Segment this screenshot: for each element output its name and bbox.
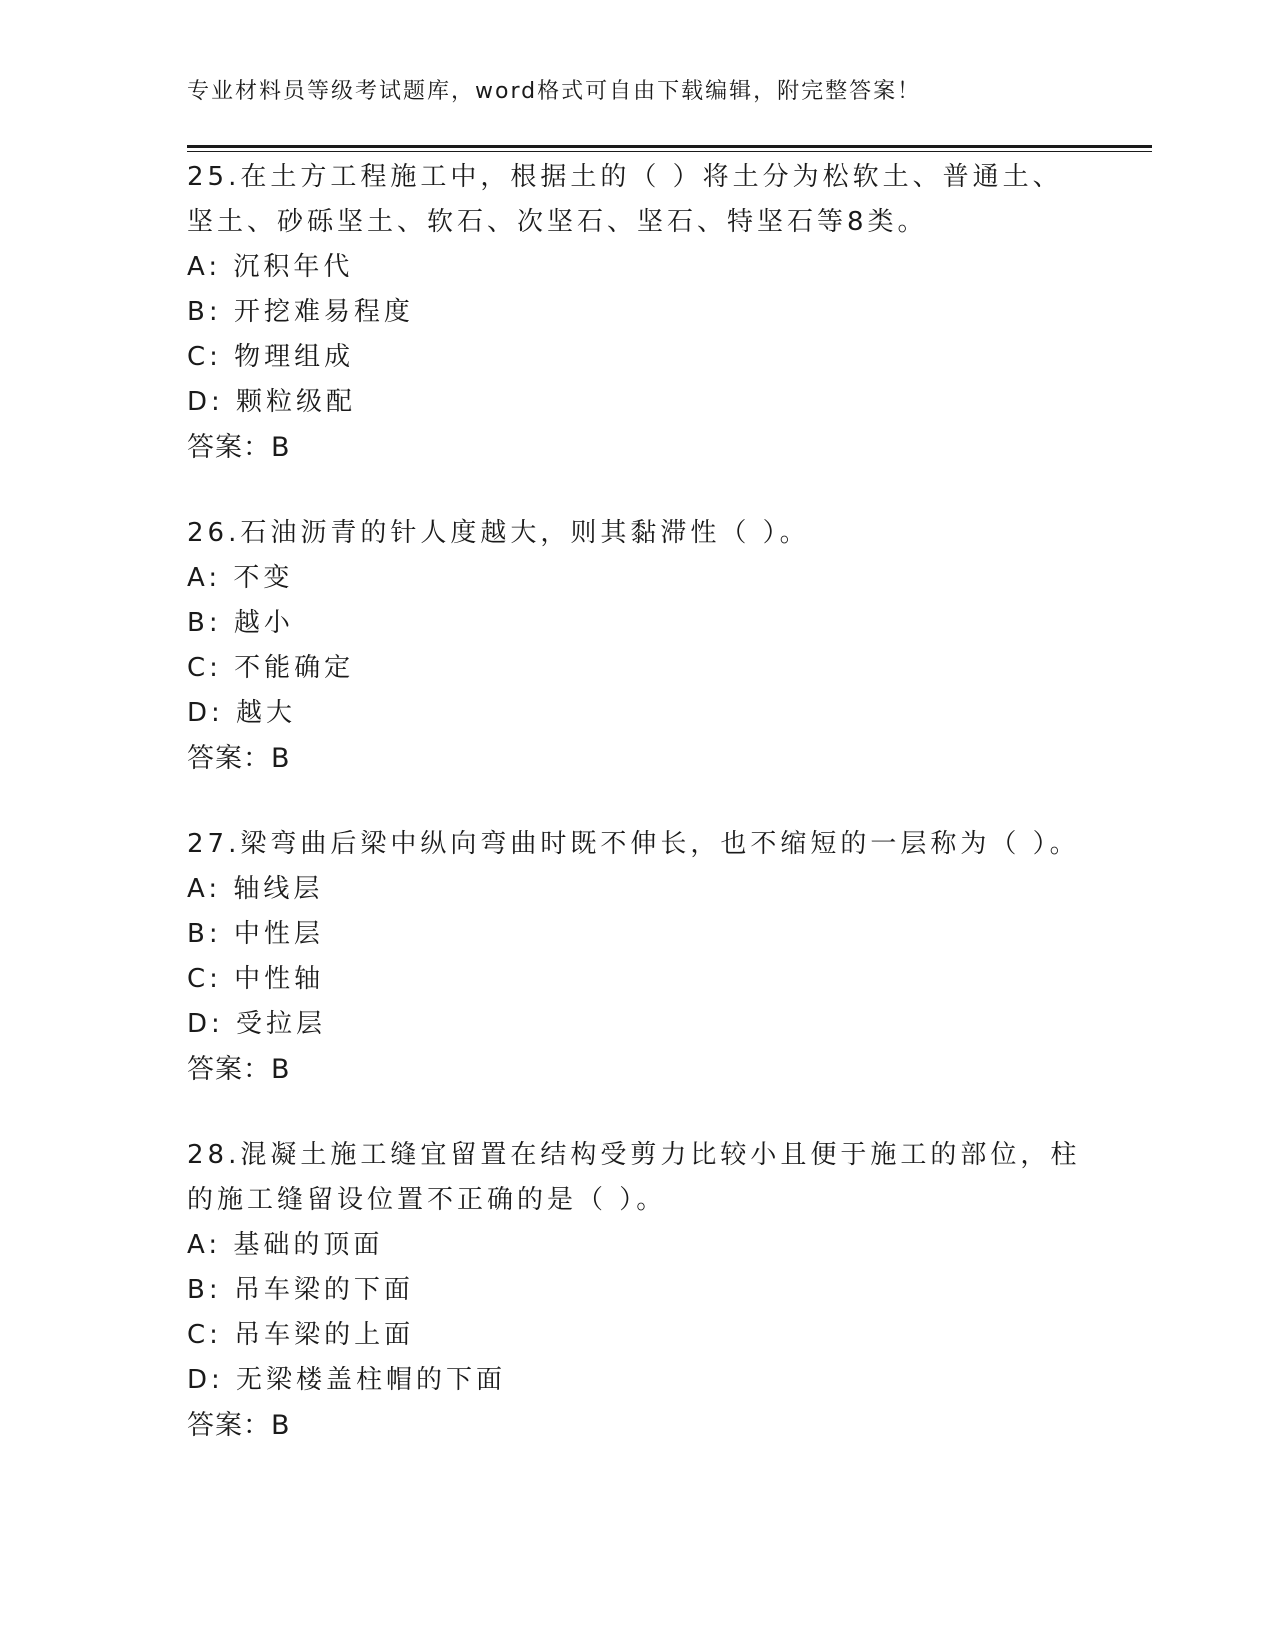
- option-d: D: 受拉层: [187, 1009, 327, 1039]
- answer-line: 答案：B: [187, 743, 291, 774]
- option-c: C: 中性轴: [187, 964, 325, 994]
- option-a: A: 轴线层: [187, 874, 324, 904]
- question-list: [187, 155, 1087, 1489]
- option-c: C: 物理组成: [187, 342, 355, 372]
- question-26: [187, 511, 1087, 781]
- option-c: C: 吊车梁的上面: [187, 1320, 415, 1350]
- option-b: B: 越小: [187, 608, 294, 638]
- option-a: A: 沉积年代: [187, 252, 354, 282]
- option-a: A: 不变: [187, 563, 294, 593]
- answer-line: 答案：B: [187, 1410, 291, 1441]
- option-d: D: 颗粒级配: [187, 387, 357, 417]
- option-b: B: 开挖难易程度: [187, 297, 414, 327]
- question-stem: 28.混凝土施工缝宜留置在结构受剪力比较小且便于施工的部位，柱的施工缝留设位置不正确的是（ ）。: [187, 1140, 1081, 1215]
- question-25: [187, 155, 1087, 470]
- option-b: B: 中性层: [187, 919, 324, 949]
- page-header: 专业材料员等级考试题库，word格式可自由下载编辑，附完整答案！: [187, 79, 922, 104]
- question-stem: 25.在土方工程施工中，根据土的（ ）将土分为松软土、普通土、坚土、砂砾坚土、软石、次坚石、坚石、特坚石等8类。: [187, 162, 1063, 237]
- answer-line: 答案：B: [187, 432, 291, 463]
- option-c: C: 不能确定: [187, 653, 355, 683]
- question-stem: 27.梁弯曲后梁中纵向弯曲时既不伸长，也不缩短的一层称为（ ）。: [187, 829, 1080, 859]
- answer-line: 答案：B: [187, 1054, 291, 1085]
- header-divider-thick: [187, 145, 1152, 148]
- option-a: A: 基础的顶面: [187, 1230, 384, 1260]
- question-stem: 26.石油沥青的针人度越大，则其黏滞性（ ）。: [187, 518, 810, 548]
- question-27: [187, 822, 1087, 1092]
- header-divider-thin: [187, 151, 1152, 152]
- option-d: D: 越大: [187, 698, 297, 728]
- option-d: D: 无梁楼盖柱帽的下面: [187, 1365, 507, 1395]
- option-b: B: 吊车梁的下面: [187, 1275, 414, 1305]
- question-28: [187, 1133, 1087, 1448]
